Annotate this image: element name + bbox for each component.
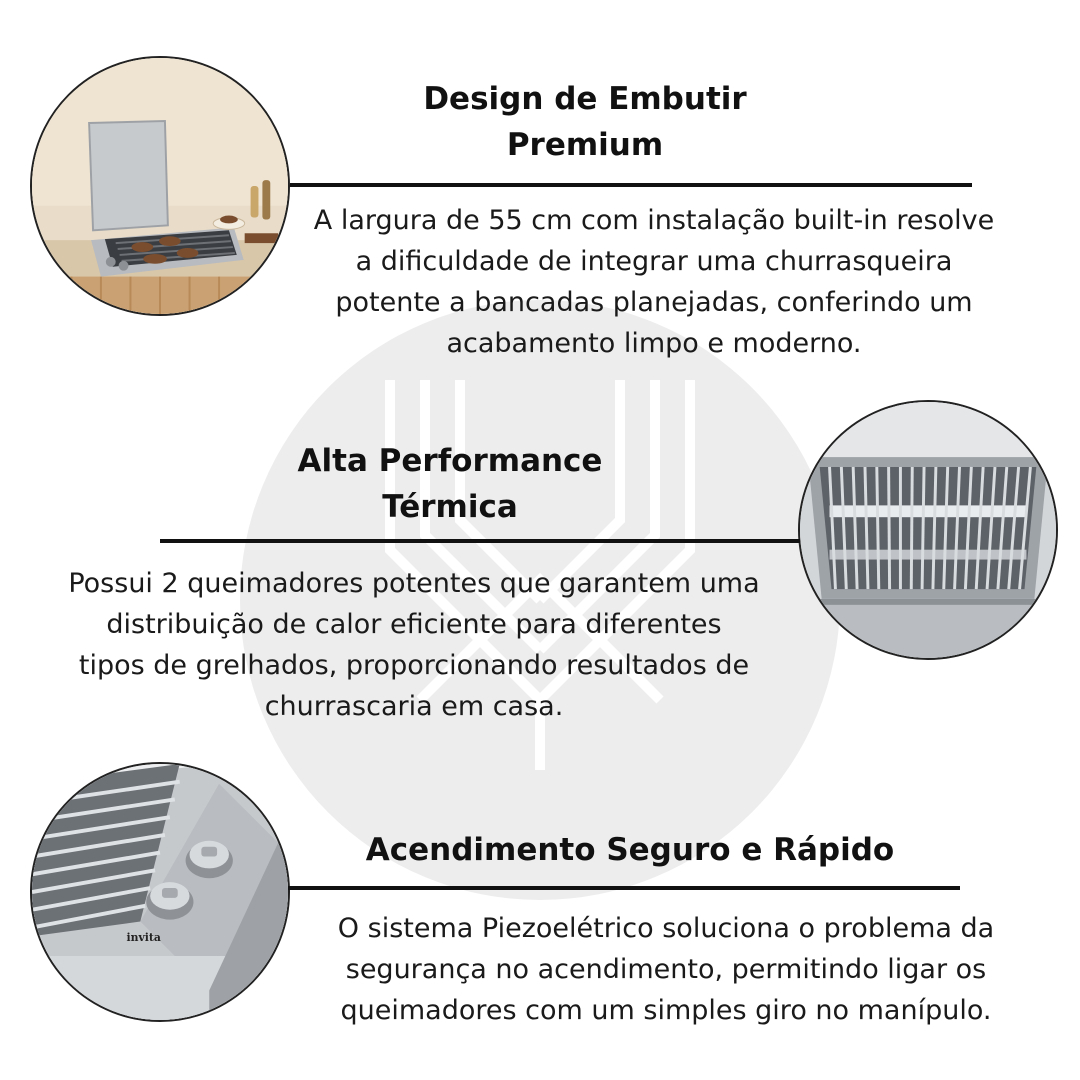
section-3-description xyxy=(302,908,1030,1031)
section-1-description-line-1: A largura de 55 cm com instalação built-in resolve xyxy=(313,205,995,236)
section-3-description-line-2: segurança no acendimento, permitindo ligar os xyxy=(345,954,987,985)
section-1-divider xyxy=(290,183,972,187)
section-3-description-line-1: O sistema Piezoelétrico soluciona o problema da xyxy=(337,913,995,944)
section-2-description-line-4: churrascaria em casa. xyxy=(264,691,564,722)
built-in-grill-photo xyxy=(30,56,290,316)
section-1-description-line-2: a dificuldade de integrar uma churrasqueira xyxy=(355,246,953,277)
section-1-heading-line-2: Premium xyxy=(506,127,664,163)
section-1-description-line-3: potente a bancadas planejadas, conferindo um xyxy=(335,287,973,318)
section-1-description-line-4: acabamento limpo e moderno. xyxy=(446,328,862,359)
section-2-description-line-2: distribuição de calor eficiente para diferentes xyxy=(106,609,722,640)
section-3-heading-line-1: Acendimento Seguro e Rápido xyxy=(365,832,895,868)
control-knobs-photo xyxy=(30,762,290,1022)
section-3-divider xyxy=(288,886,960,890)
section-1-heading xyxy=(390,76,780,168)
grill-grate-photo xyxy=(798,400,1058,660)
section-2-heading-line-2: Térmica xyxy=(382,489,518,525)
section-2-description xyxy=(24,563,804,727)
section-3-description-line-3: queimadores com um simples giro no manípulo. xyxy=(340,995,992,1026)
section-2-heading-line-1: Alta Performance xyxy=(297,443,603,479)
section-2-heading xyxy=(260,438,640,530)
section-3-heading xyxy=(360,827,900,873)
section-2-divider xyxy=(160,539,800,543)
section-2-description-line-3: tipos de grelhados, proporcionando resultados de xyxy=(78,650,750,681)
section-2-description-line-1: Possui 2 queimadores potentes que garantem uma xyxy=(68,568,760,599)
section-1-description xyxy=(288,200,1020,364)
knob-panel-brand: invita xyxy=(126,931,161,945)
section-1-heading-line-1: Design de Embutir xyxy=(423,81,747,117)
